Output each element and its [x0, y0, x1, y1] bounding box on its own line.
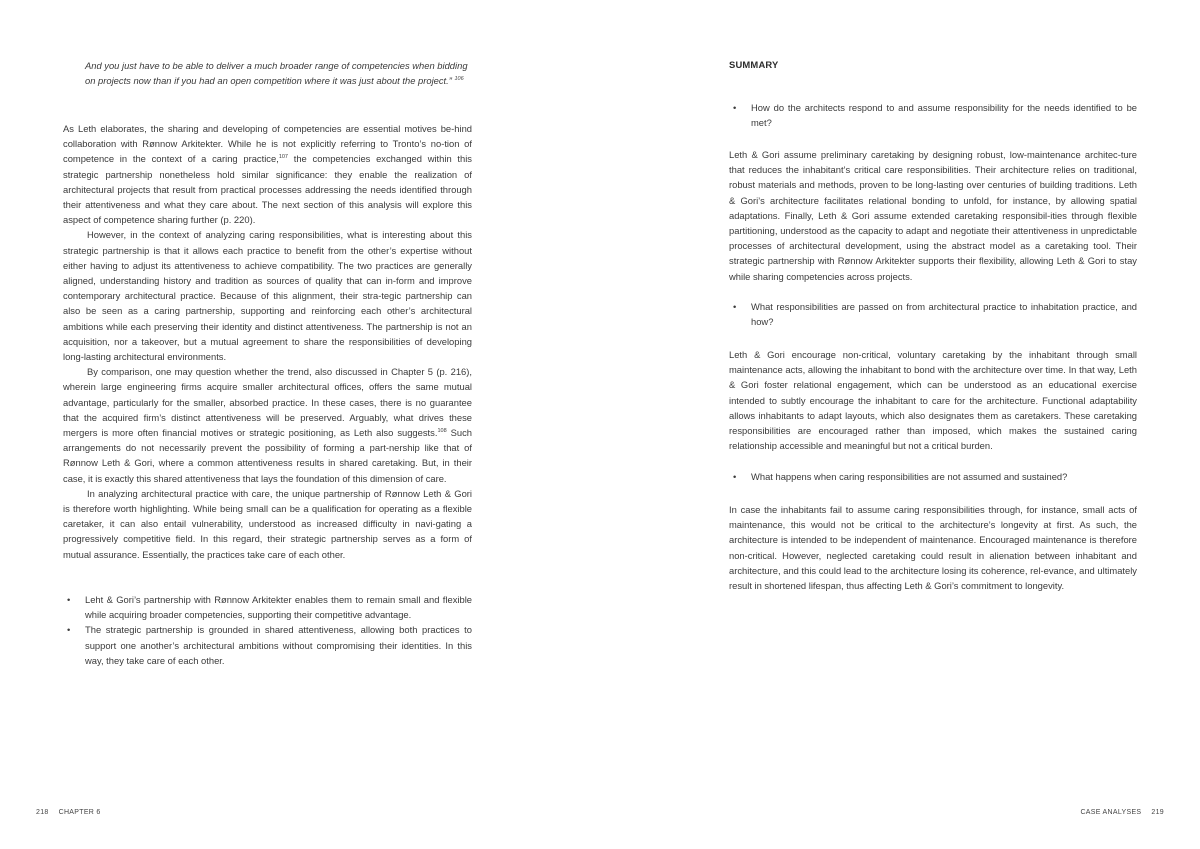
page-footer-right [1080, 808, 1164, 818]
list-item [63, 592, 472, 622]
page-footer-left [36, 808, 101, 818]
bullet-icon: • [733, 102, 737, 113]
paragraph [63, 227, 472, 364]
question-item [729, 469, 1137, 484]
block-quote [85, 58, 472, 88]
paragraph-text: By comparison, one may question whether the trend, also discussed in Chapter 5 (p. 216), wherein large engineering firms acquire smaller architectural offices, offers the same mutual advantage, particularly for the smaller, absorbed practice. In these cases, there is no guarantee that the acquired firm’s distinct attentiveness will be preserved. Arguably, what drives these mergers is more often financial motives or strategic positioning, as Leth also suggests. [63, 366, 472, 439]
question-text: How do the architects respond to and assume responsibility for the needs identified to be met? [751, 102, 1137, 129]
paragraph [63, 121, 472, 227]
paragraph-text: As Leth elaborates, the sharing and developing of competencies are essential motives be-hind collaboration with Rønnow Arkitekter. While he is not explicitly referring to Tronto’s no-tion of competence in the context of a caring practice, [63, 123, 472, 165]
bullet-icon: • [733, 301, 737, 312]
key-points-list [63, 592, 472, 668]
bullet-icon: • [67, 624, 71, 636]
quote-text: And you just have to be able to deliver a much broader range of competencies when bidding on projects now than if you had an open competition where it was just about the project.” [85, 60, 468, 87]
list-item-text: The strategic partnership is grounded in shared attentiveness, allowing both practices to support one another’s architectural ambitions without compromising their identities. In this way, they take care of each other. [85, 624, 472, 666]
answer-paragraph: In case the inhabitants fail to assume caring responsibilities through, for instance, small acts of maintenance, this would not be critical to the architecture’s longevity at first. As such, the architecture is intended to be independent of maintenance. Encouraged maintenance is therefore non-critical. However, neglected caretaking could result in alienation between inhabitant and architecture, and this could lead to the architecture losing its coherence, rel-evance, and ultimately result in shortened lifespan, thus affecting Leth & Gori’s commitment to longevity. [729, 504, 1137, 592]
answer-paragraph: Leth & Gori encourage non-critical, voluntary caretaking by the inhabitant through small maintenance acts, allowing the inhabitant to bond with the architecture over time. In that way, Leth & Gori foster relational engagement, which can be understood as an educational exercise intended to subtly encourage the inhabitant to care for the architecture. Functional adaptability allows inhabitants to adapt layouts, which also designates them as caretakers. These caretaking responsibilities are encouraged rather than imposed, which makes the sustained caring relationship accessible and meaningful but not a critical burden. [729, 349, 1137, 452]
footnote-ref: 106 [454, 76, 464, 83]
paragraph-text: the competencies exchanged within this strategic partnership nonetheless hold similar significance: they enable the realization of architectural projects that result from practical processes addressing the needs identified through their attentiveness and what they care about. The next section of this analysis will explore this aspect of competence sharing further (p. 220). [63, 153, 472, 226]
running-header: CASE ANALYSES [1080, 809, 1142, 816]
running-header: CHAPTER 6 [58, 809, 101, 816]
footnote-ref: 107 [278, 154, 288, 161]
answer-paragraph: Leth & Gori assume preliminary caretaking by designing robust, low-maintenance architec-ture that reduces the inhabitant’s critical care responsibilities. Their architecture relies on traditional, robust materials and methods, proven to be long-lasting over centuries of building traditions. Leth & Gori’s architecture facilitates relational bonding to unfold, for instance, by allowing spatial adaptations. Finally, Leth & Gori assume extended caretaking responsibil-ities through flexible partitioning, understood as the capacity to adapt and negotiate their attentiveness in unpredictable processes of architectural development, using the abstract model as a caretaking tool. Their strategic partnership with Rønnow Arkitekter supports their flexibility, allowing Leth & Gori to stay while sharing competencies across projects. [729, 149, 1137, 282]
bullet-icon: • [733, 471, 737, 482]
list-item [63, 622, 472, 668]
footnote-ref: 108 [437, 428, 447, 435]
paragraph [63, 486, 472, 562]
page-number: 218 [36, 809, 49, 816]
list-item-text: Leht & Gori’s partnership with Rønnow Arkitekter enables them to remain small and flexible while acquiring broader competencies, supporting their competitive advantage. [85, 594, 472, 621]
question-text: What happens when caring responsibilities are not assumed and sustained? [751, 471, 1068, 482]
paragraph-text: However, in the context of analyzing caring responsibilities, what is interesting about this strategic partnership is that it allows each practice to benefit from the other’s expertise without either having to adjust its attentiveness to achieve compatibility. The two practices are generally aligned, understanding history and tradition as sources of quality that can in-form and improve contemporary architectural practice. Because of this alignment, their stra-tegic partnership can also be seen as a caring partnership, supporting and reinforcing each other’s architectural ambitions while each preserving their identity and distinct attentiveness. The partnership is not an acquisition, nor a takeover, but a mutual agreement to share the responsibilities of developing long-lasting architectural environments. [63, 229, 472, 363]
question-item [729, 100, 1137, 130]
question-text: What responsibilities are passed on from architectural practice to inhabitation practice, and how? [751, 301, 1137, 328]
summary-title: SUMMARY [729, 59, 779, 70]
body-text [63, 121, 472, 562]
bullet-icon: • [67, 594, 71, 605]
question-item [729, 299, 1137, 329]
paragraph-text: Such arrangements do not necessarily prevent the possibility of forming a part-nership like that of Rønnow Leth & Gori, where a common attentiveness results in shared caretaking. But, in their case, it is exactly this shared attentiveness that lays the foundation of this dimension of care. [63, 427, 472, 484]
page-number: 219 [1151, 809, 1164, 816]
paragraph [63, 364, 472, 486]
paragraph-text: In analyzing architectural practice with care, the unique partnership of Rønnow Leth & Gori is therefore worth highlighting. While being small can be a qualification for operating as a flexible caretaker, it can also entail vulnerability, understood as increased difficulty in navi-gating a progressively competitive field. In this regard, their strategic partnership serves as a form of mutual assurance. Essentially, the practices take care of each other. [63, 487, 472, 560]
